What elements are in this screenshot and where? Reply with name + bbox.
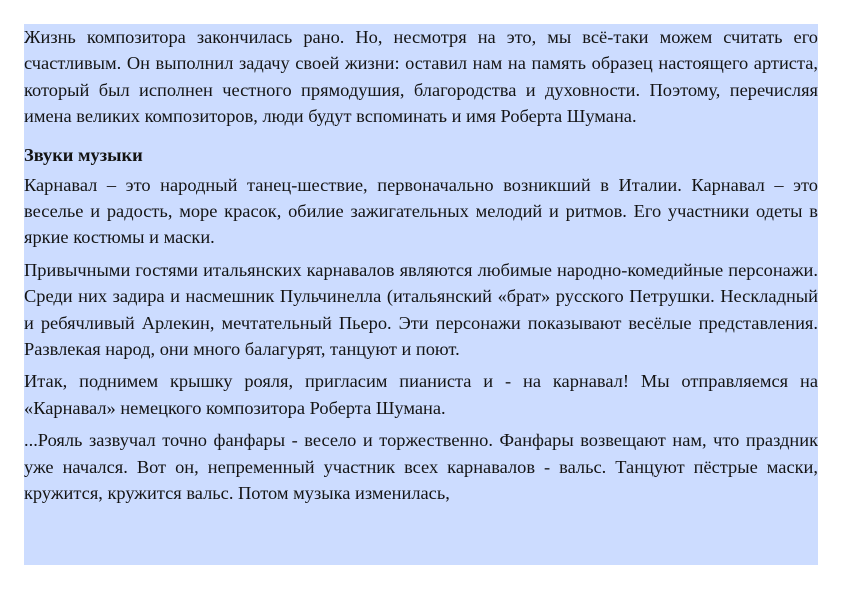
paragraph-piano-fanfare: ...Рояль зазвучал точно фанфары - весело и торжественно. Фанфары возвещают нам, что праздник уже начался. Вот он, непременный участник всех карнавалов - вальс. Танцуют пёстрые маски, кружится, кружится вальс. Потом музыка изменилась, <box>24 430 818 504</box>
intro-paragraph: Жизнь композитора закончилась рано. Но, несмотря на это, мы всё-таки можем считать его счастливым. Он выполнил задачу своей жизни: оставил нам на память образец настоящего артиста, который был исполнен честного прямодушия, благородства и духовности. Поэтому, перечисляя имена великих композиторов, люди будут вспоминать и имя Роберта Шумана. <box>24 27 818 127</box>
paragraph-carnival-characters: Привычными гостями итальянских карнавалов являются любимые народно-комедийные персонажи. Среди них задира и насмешник Пульчинелла (итальянский «брат» русского Петрушки. Нескладный и ребячливый Арлекин, мечтательный Пьеро. Эти персонажи показывают весёлые представления. Развлекая народ, они много балагурят, танцуют и поют. <box>24 259 818 360</box>
paragraph-carnival-definition: Карнавал – это народный танец-шествие, первоначально возникший в Италии. Карнавал – это веселье и радость, море красок, обилие зажигательных мелодий и ритмов. Его участники одеты в яркие костюмы и маски. <box>24 174 818 248</box>
section-heading: Звуки музыки <box>24 144 143 165</box>
document-page <box>24 24 818 565</box>
paragraph-invitation: Итак, поднимем крышку рояля, пригласим пианиста и - на карнавал! Мы отправляемся на «Карнавал» немецкого композитора Роберта Шумана. <box>24 371 818 418</box>
